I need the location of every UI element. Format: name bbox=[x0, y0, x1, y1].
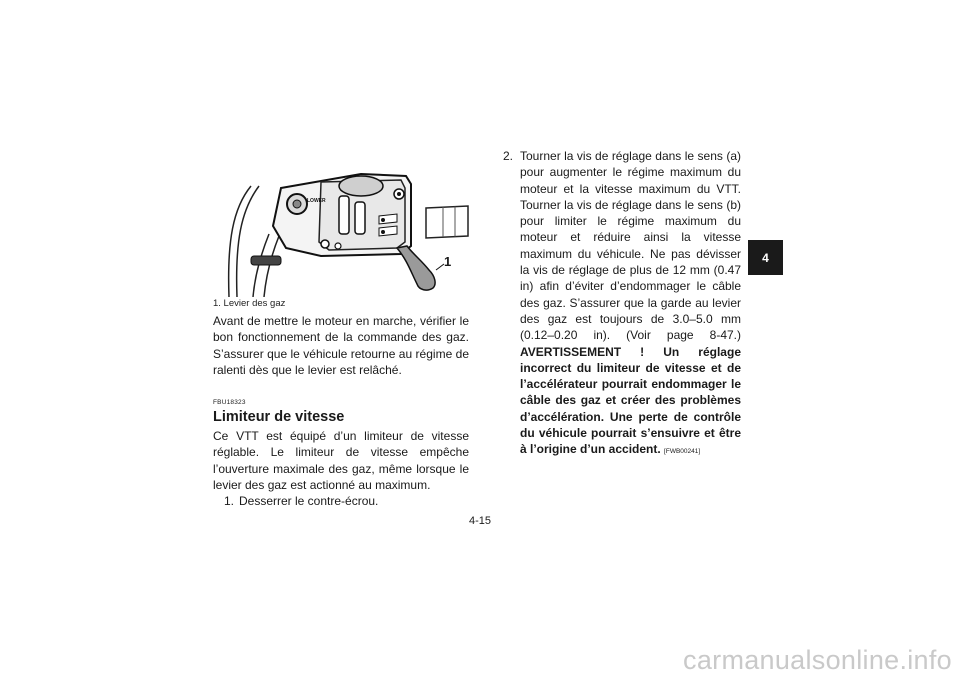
warning-code: [FWB00241] bbox=[664, 448, 701, 456]
throttle-lever-illustration bbox=[211, 156, 469, 297]
step-2-number: 2. bbox=[503, 149, 514, 163]
watermark: carmanualsonline.info bbox=[683, 645, 952, 675]
step-1-text: Desserrer le contre-écrou. bbox=[239, 494, 379, 509]
step-1-number: 1. bbox=[224, 494, 235, 509]
chapter-tab: 4 bbox=[748, 240, 783, 275]
step-2-body bbox=[520, 148, 741, 461]
section-code: FBU18323 bbox=[213, 399, 246, 407]
step-2 bbox=[503, 148, 741, 461]
lower-label: LOWER bbox=[307, 198, 326, 204]
throttle-check-paragraph: Avant de mettre le moteur en marche, vérifier le bon fonctionnement de la commande des gaz. S’assurer que le véhicule retourne au régime de ralenti dès que le levier est relâché. bbox=[213, 314, 469, 377]
page-number: 4-15 bbox=[468, 515, 492, 527]
section-heading: Limiteur de vitesse bbox=[213, 409, 345, 426]
warning-text: AVERTISSEMENT ! Un réglage incorrect du limiteur de vitesse et de l’accélérateur pourrait endommager le câble des gaz et créer des problèmes d’accélération. Une perte de contrôle du véhicule pourrait s’ensuivre et être à l’origine d’un accident. bbox=[520, 344, 741, 457]
right-column bbox=[503, 148, 741, 461]
callout-number: 1 bbox=[444, 254, 452, 269]
figure-caption: 1. Levier des gaz bbox=[213, 298, 286, 309]
speed-limiter-paragraph: Ce VTT est équipé d’un limiteur de vitesse réglable. Le limiteur de vitesse empêche l’ouverture maximale des gaz, même lorsque le levier des gaz est actionné au maximum. bbox=[213, 429, 469, 493]
throttle-housing-drawing bbox=[211, 156, 469, 297]
step-2-text: Tourner la vis de réglage dans le sens (a) pour augmenter le régime maximum du moteur et la vitesse maximum du VTT. Tourner la vis de réglage dans le sens (b) pour limiter le régime maximum du moteur et réduire ainsi la vitesse maximum du véhicule. Ne pas dévisser la vis de réglage de plus de 12 mm (0.47 in) afin d’éviter d’endommager le câble des gaz. S’assurer que la garde au levier des gaz est toujours de 3.0–5.0 mm (0.12–0.20 in). (Voir page 8-47.) bbox=[520, 149, 741, 343]
step-1 bbox=[213, 493, 469, 509]
left-column bbox=[213, 313, 469, 510]
